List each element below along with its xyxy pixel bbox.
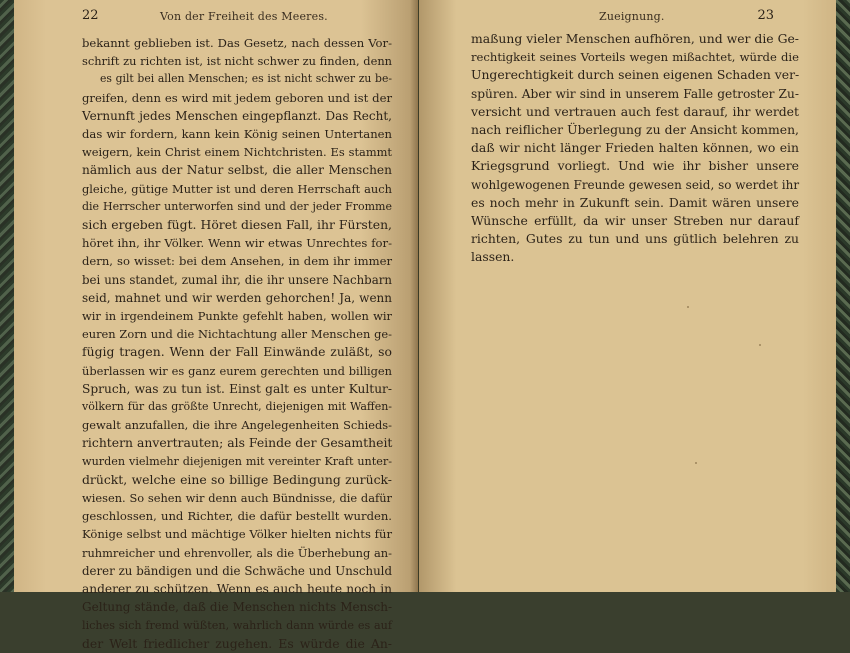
paper-speck	[759, 344, 761, 346]
text-line: Vernunft jedes Menschen eingepflanzt. Das Recht,	[82, 108, 392, 123]
text-line: das wir fordern, kann kein König seinen Untertanen	[82, 127, 392, 142]
text-line: seid, mahnet und wir werden gehorchen! Ja, wenn	[82, 290, 392, 305]
left-body-text	[82, 34, 392, 653]
text-line: lassen.	[471, 249, 515, 265]
text-line: versicht und vertrauen auch fest darauf, ihr werdet	[471, 103, 799, 119]
text-line: es gilt bei allen Menschen; es ist nicht schwer zu be-	[100, 72, 392, 86]
text-line: der Welt friedlicher zugehen. Es würde die An-	[82, 635, 392, 651]
text-line: völkern für das größte Unrecht, diejenigen mit Waffen-	[82, 400, 392, 414]
text-line: dern, so wisset: bei dem Ansehen, in dem ihr immer	[82, 254, 392, 269]
right-page	[419, 0, 836, 592]
text-line: maßung vieler Menschen aufhören, und wer die Ge-	[471, 31, 799, 46]
text-line: weigern, kein Christ einem Nichtchristen. Es stammt	[82, 145, 392, 160]
text-line: sich ergeben fügt. Höret diesen Fall, ihr Fürsten,	[82, 217, 392, 233]
text-line: fügig tragen. Wenn der Fall Einwände zuläßt, so	[82, 344, 392, 360]
text-line: geschlossen, und Richter, die dafür bestellt wurden.	[82, 509, 392, 524]
paper-speck	[695, 462, 697, 464]
text-line: nämlich aus der Natur selbst, die aller Menschen	[82, 163, 392, 178]
text-line: richten, Gutes zu tun und uns gütlich belehren zu	[471, 231, 799, 247]
text-line: euren Zorn und die Nichtachtung aller Menschen ge-	[82, 327, 392, 342]
text-line: gleiche, gütige Mutter ist und deren Herrschaft auch	[82, 181, 392, 196]
text-line: Spruch, was zu tun ist. Einst galt es unter Kultur-	[82, 381, 392, 396]
text-line: nach reiflicher Überlegung zu der Ansicht kommen,	[471, 122, 799, 138]
text-line: bei uns standet, zumal ihr, die ihr unsere Nachbarn	[82, 272, 392, 287]
text-line: wir in irgendeinem Punkte gefehlt haben, wollen wir	[82, 309, 392, 324]
book-cover-edge-right	[836, 0, 850, 592]
text-line: liches sich fremd wüßten, wahrlich dann würde es auf	[82, 618, 392, 632]
right-body-text	[471, 30, 799, 267]
text-line: Wünsche erfüllt, da wir unser Streben nur darauf	[471, 213, 799, 229]
text-line: schrift zu richten ist, ist nicht schwer zu finden, denn	[82, 54, 392, 69]
left-page-number: 22	[82, 8, 99, 23]
text-line: drückt, welche eine so billige Bedingung zurück-	[82, 471, 392, 487]
text-line: wiesen. So sehen wir denn auch Bündnisse, die dafür	[82, 491, 392, 506]
text-line: rechtigkeit seines Vorteils wegen mißachtet, würde die	[471, 50, 799, 65]
left-running-head: Von der Freiheit des Meeres.	[160, 10, 328, 23]
text-line: Ungerechtigkeit durch seinen eigenen Schaden ver-	[471, 67, 800, 83]
text-line: greifen, denn es wird mit jedem geboren und ist der	[82, 90, 392, 105]
paper-speck	[687, 306, 689, 308]
text-line: derer zu bändigen und die Schwäche und Unschuld	[82, 563, 392, 578]
text-line: bekannt geblieben ist. Das Gesetz, nach dessen Vor-	[82, 36, 392, 50]
book-cover-edge-left	[0, 0, 14, 592]
text-line: daß wir nicht länger Frieden halten können, wo ein	[471, 140, 799, 156]
text-line: spüren. Aber wir sind in unserem Falle getroster Zu-	[471, 86, 799, 101]
text-line: die Herrscher unterworfen sind und der jeder Fromme	[82, 199, 392, 213]
text-line: wurden vielmehr diejenigen mit vereinter Kraft unter-	[82, 454, 392, 468]
text-line: Kriegsgrund vorliegt. Und wie ihr bisher unsere	[471, 158, 799, 174]
text-line: gewalt anzufallen, die ihre Angelegenheiten Schieds-	[82, 418, 392, 433]
text-line: Geltung stände, daß die Menschen nichts Mensch-	[82, 600, 392, 615]
text-line: höret ihn, ihr Völker. Wenn wir etwas Unrechtes for-	[82, 236, 392, 251]
text-line: anderer zu schützen. Wenn es auch heute noch in	[82, 582, 392, 597]
text-line: Könige selbst und mächtige Völker hielten nichts für	[82, 527, 392, 542]
text-line: wohlgewogenen Freunde gewesen seid, so werdet ihr	[471, 177, 800, 192]
right-page-number: 23	[757, 8, 774, 23]
text-line: ruhmreicher und ehrenvoller, als die Überhebung an-	[82, 545, 392, 560]
left-page	[14, 0, 418, 651]
text-line: es noch mehr in Zukunft sein. Damit wären unsere	[471, 194, 799, 210]
text-line: überlassen wir es ganz eurem gerechten und billigen	[82, 363, 392, 378]
text-line: richtern anvertrauten; als Feinde der Gesamtheit	[82, 435, 393, 451]
right-running-head: Zueignung.	[599, 10, 665, 23]
